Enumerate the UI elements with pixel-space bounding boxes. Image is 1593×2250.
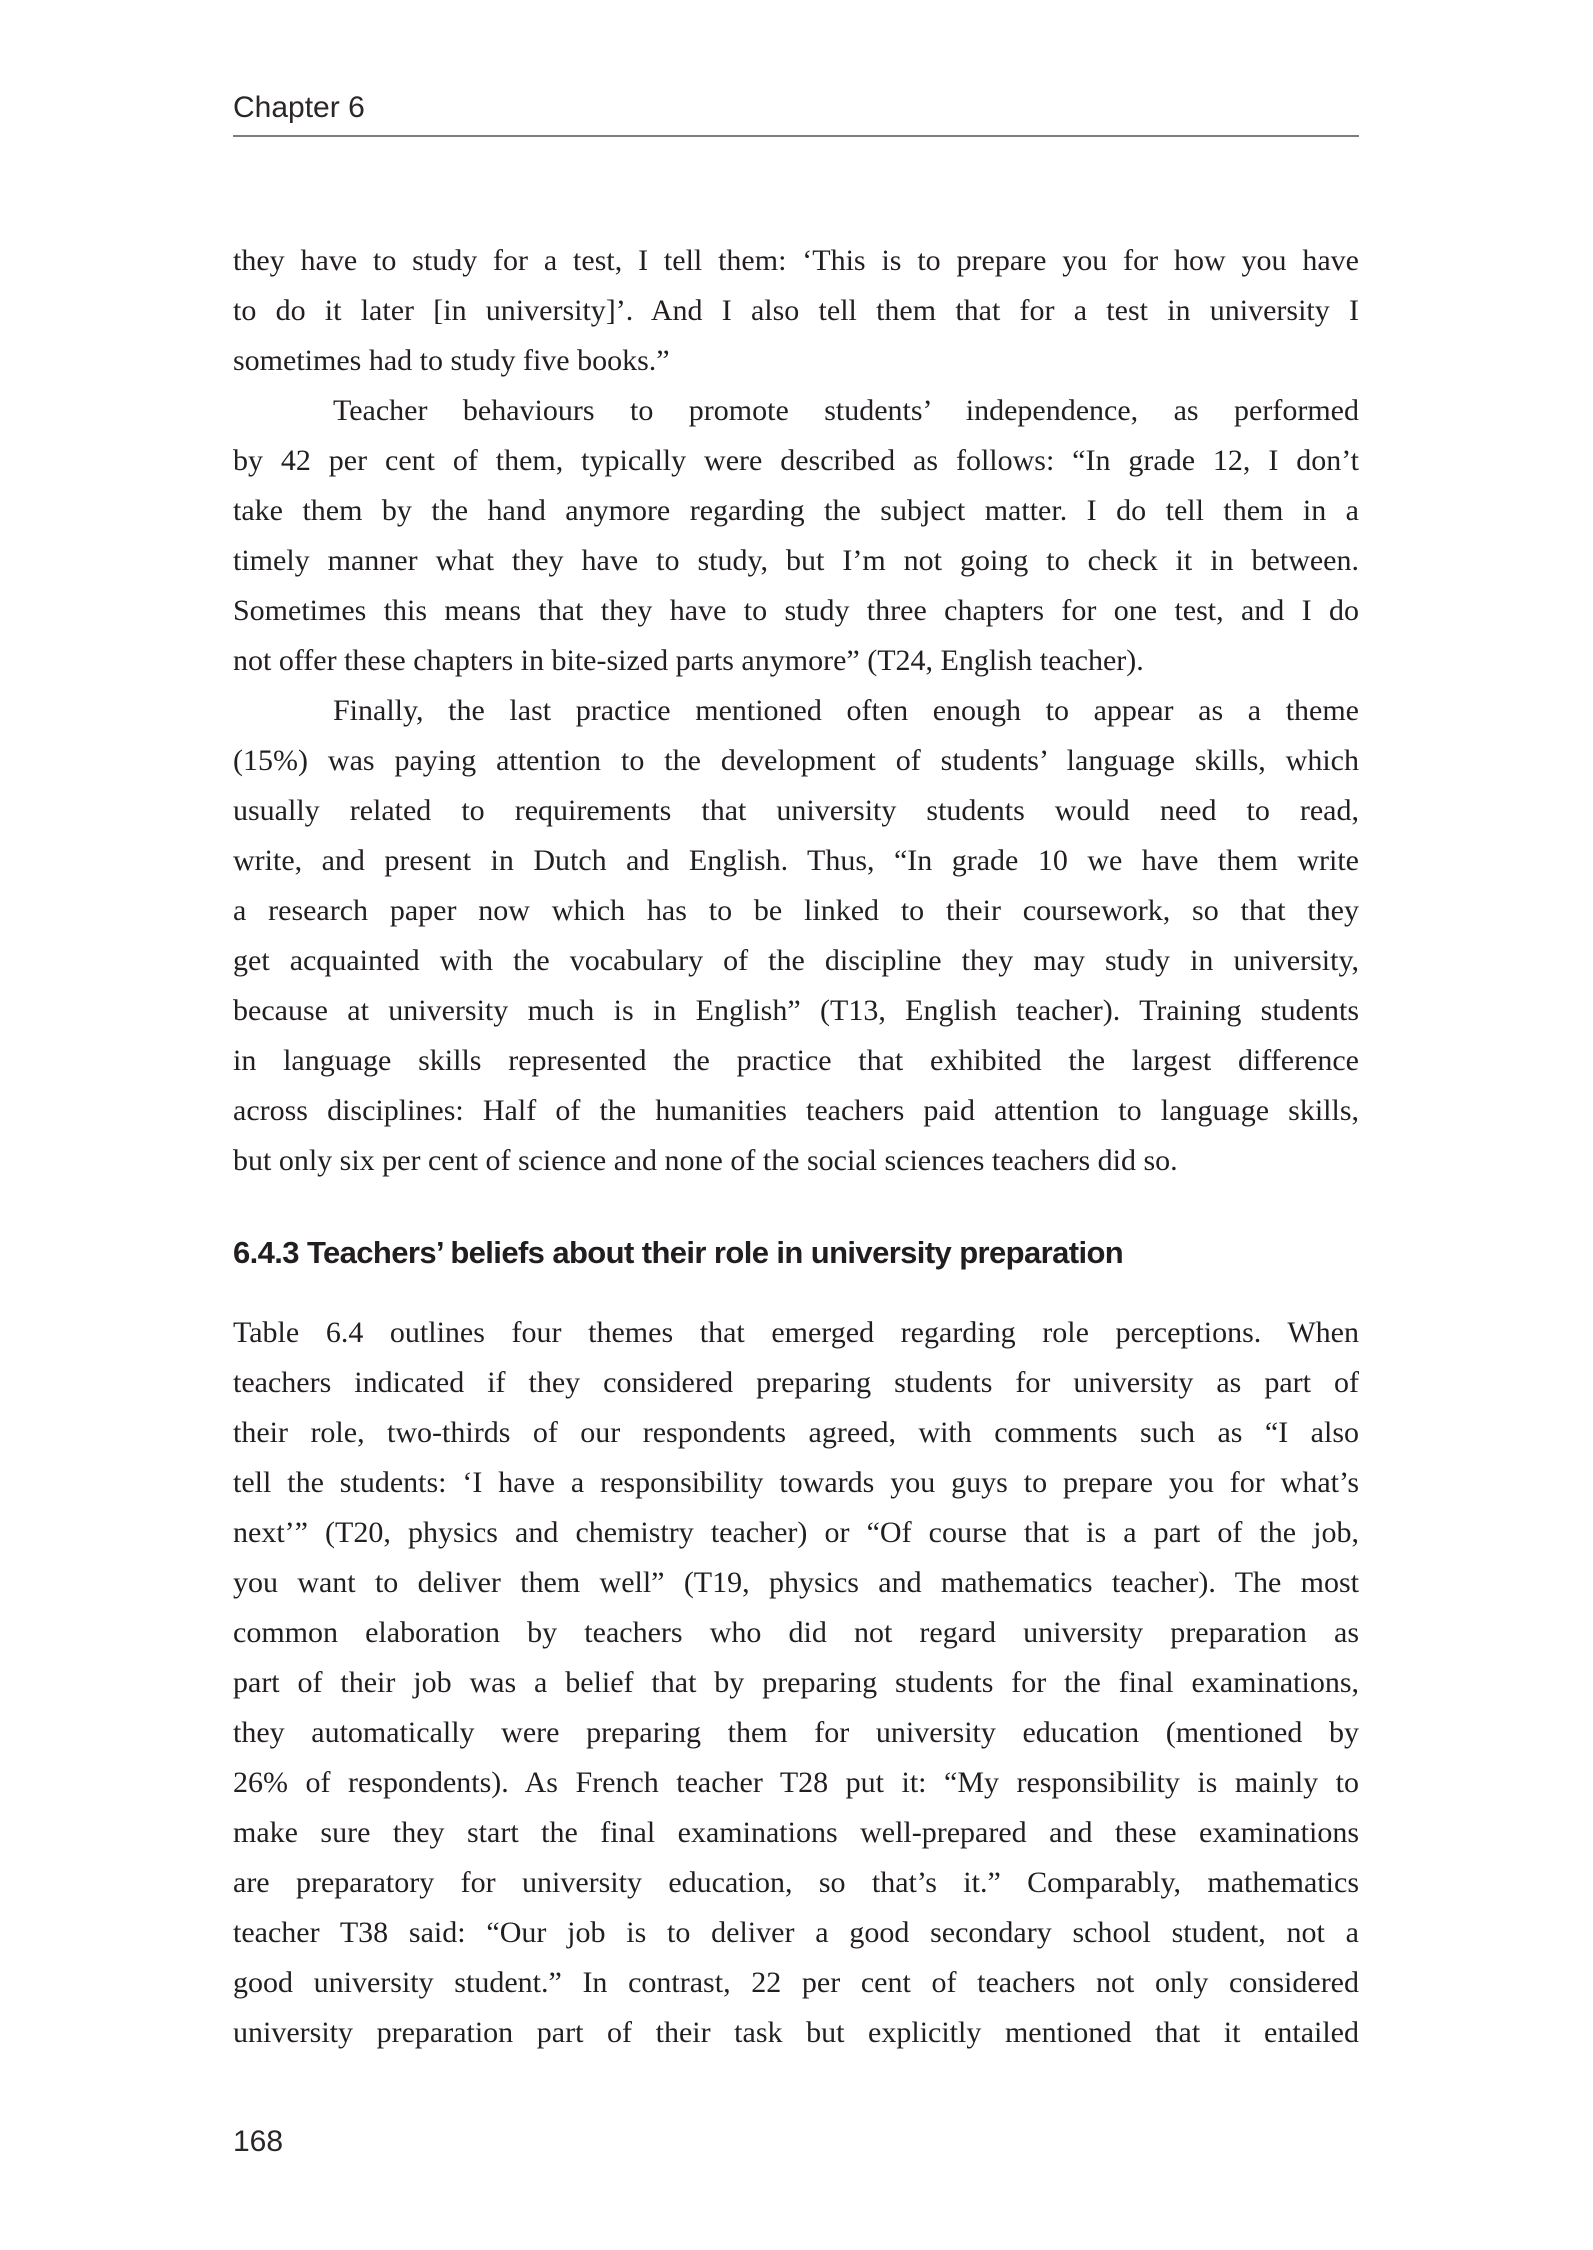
text-line: by 42 per cent of them, typically were described as follows: “In grade 12, I don’t	[233, 444, 1359, 477]
text-line: Finally, the last practice mentioned often enough to appear as a theme	[333, 694, 1359, 727]
section-heading: 6.4.3 Teachers’ beliefs about their role in university preparation	[233, 1235, 1124, 1270]
text-line: Table 6.4 outlines four themes that emerged regarding role perceptions. When	[233, 1316, 1359, 1349]
text-line: teachers indicated if they considered preparing students for university as part of	[233, 1366, 1359, 1399]
text-line: you want to deliver them well” (T19, physics and mathematics teacher). The most	[233, 1566, 1359, 1599]
text-line: because at university much is in English” (T13, English teacher). Training students	[233, 994, 1359, 1027]
paragraph-role-beliefs	[233, 1308, 1359, 2058]
text-line: Sometimes this means that they have to study three chapters for one test, and I do	[233, 594, 1359, 627]
text-line: next’” (T20, physics and chemistry teacher) or “Of course that is a part of the job,	[233, 1516, 1359, 1549]
text-line: make sure they start the final examinations well-prepared and these examinations	[233, 1816, 1359, 1849]
text-line: university preparation part of their task but explicitly mentioned that it entailed	[233, 2016, 1359, 2049]
text-line: across disciplines: Half of the humanities teachers paid attention to language skills,	[233, 1094, 1359, 1127]
text-line: but only six per cent of science and none of the social sciences teachers did so.	[233, 1144, 1178, 1177]
text-line: are preparatory for university education, so that’s it.” Comparably, mathematics	[233, 1866, 1359, 1899]
text-line: 26% of respondents). As French teacher T28 put it: “My responsibility is mainly to	[233, 1766, 1359, 1799]
text-line: timely manner what they have to study, but I’m not going to check it in between.	[233, 544, 1359, 577]
text-line: usually related to requirements that university students would need to read,	[233, 794, 1359, 827]
text-line: part of their job was a belief that by preparing students for the final examinations,	[233, 1666, 1359, 1699]
text-line: they automatically were preparing them for university education (mentioned by	[233, 1716, 1359, 1749]
text-line: get acquainted with the vocabulary of the discipline they may study in university,	[233, 944, 1359, 977]
text-line: (15%) was paying attention to the development of students’ language skills, which	[233, 744, 1359, 777]
text-line: a research paper now which has to be linked to their coursework, so that they	[233, 894, 1359, 927]
text-line: they have to study for a test, I tell them: ‘This is to prepare you for how you have	[233, 244, 1359, 277]
text-line: their role, two-thirds of our respondents agreed, with comments such as “I also	[233, 1416, 1359, 1449]
page-number: 168	[233, 2125, 284, 2158]
text-line: take them by the hand anymore regarding the subject matter. I do tell them in a	[233, 494, 1359, 527]
paragraph-continuation	[233, 236, 1359, 386]
text-line: good university student.” In contrast, 22 per cent of teachers not only considered	[233, 1966, 1359, 1999]
chapter-header: Chapter 6	[233, 91, 365, 124]
header-rule	[233, 135, 1359, 137]
paragraph-language-skills	[233, 686, 1359, 1186]
text-line: not offer these chapters in bite-sized parts anymore” (T24, English teacher).	[233, 644, 1144, 677]
text-line: write, and present in Dutch and English. Thus, “In grade 10 we have them write	[233, 844, 1359, 877]
text-line: sometimes had to study five books.”	[233, 344, 670, 377]
text-line: Teacher behaviours to promote students’ independence, as performed	[333, 394, 1359, 427]
text-line: in language skills represented the practice that exhibited the largest difference	[233, 1044, 1359, 1077]
text-line: tell the students: ‘I have a responsibility towards you guys to prepare you for what’s	[233, 1466, 1359, 1499]
text-line: to do it later [in university]’. And I also tell them that for a test in university I	[233, 294, 1359, 327]
text-line: teacher T38 said: “Our job is to deliver a good secondary school student, not a	[233, 1916, 1359, 1949]
paragraph-teacher-behaviours	[233, 386, 1359, 686]
text-line: common elaboration by teachers who did not regard university preparation as	[233, 1616, 1359, 1649]
page-body	[233, 236, 1359, 2058]
